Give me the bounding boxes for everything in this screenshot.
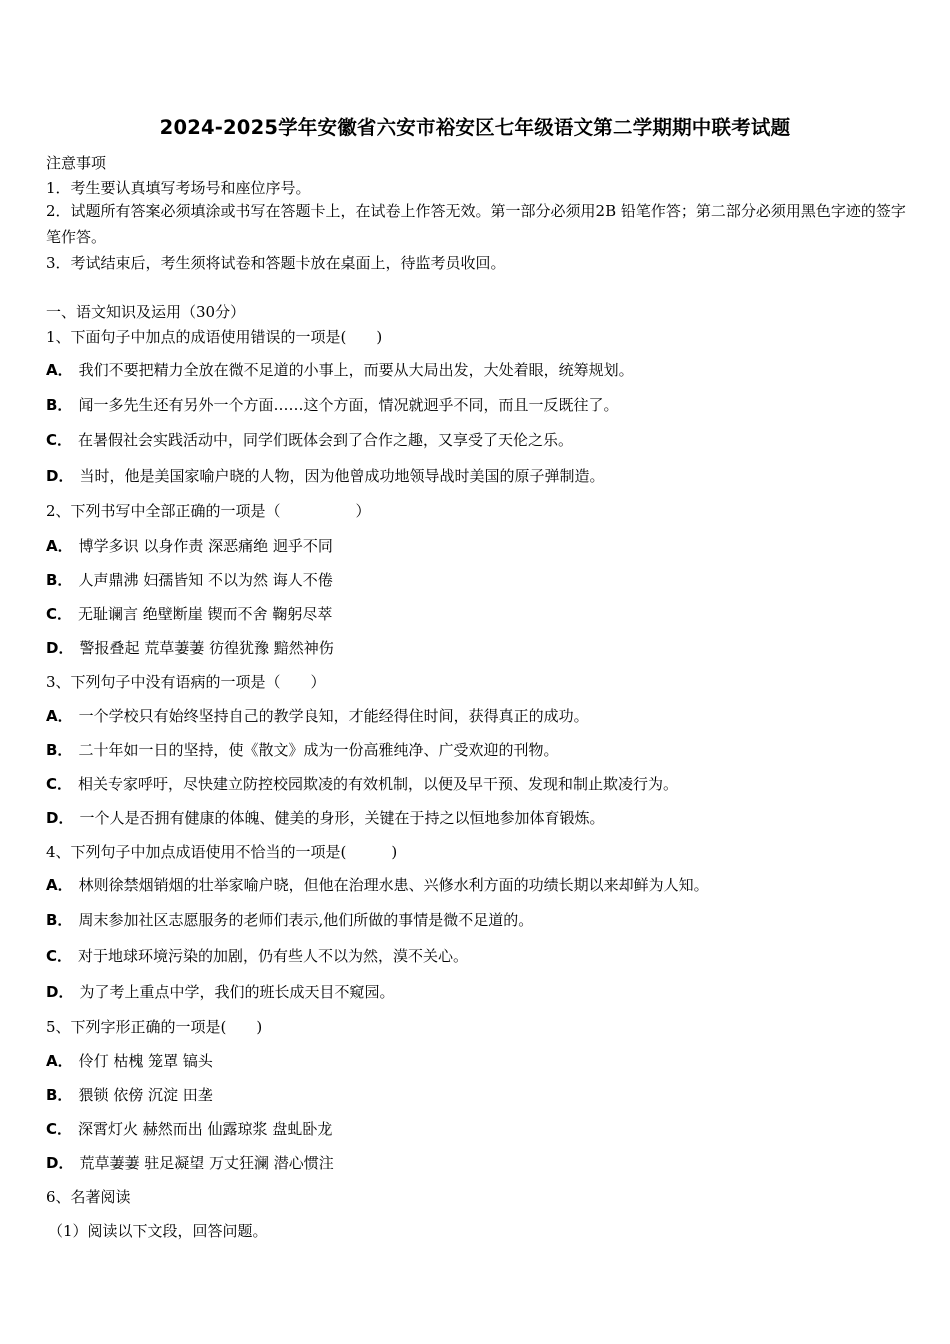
page-title: 2024-2025学年安徽省六安市裕安区七年级语文第二学期期中联考试题 xyxy=(159,116,791,139)
option-label: B． xyxy=(46,571,73,589)
option-text: 无耻谰言 绝壁断崖 锲而不舍 鞠躬尽萃 xyxy=(78,605,333,623)
option-text: 猥锁 依傍 沉淀 田垄 xyxy=(78,1086,213,1104)
notice-item: 2．试题所有答案必须填涂或书写在答题卡上，在试卷上作答无效。第一部分必须用2B 铅笔作答；第二部分必须用黑色字迹的签字笔作答。 xyxy=(46,202,906,246)
option-text: 闻一多先生还有另外一个方面……这个方面，情况就迥乎不同，而且一反既往了。 xyxy=(78,396,619,414)
question-stem: 4、下列句子中加点成语使用不恰当的一项是( ) xyxy=(46,843,398,861)
section-heading: 一、语文知识及运用（30分） xyxy=(46,303,246,321)
option-c xyxy=(46,429,573,450)
option-label: C． xyxy=(46,775,73,793)
question-stem: 6、名著阅读 xyxy=(46,1188,131,1206)
option-c xyxy=(46,1118,332,1139)
option-text: 博学多识 以身作责 深恶痛绝 迥乎不同 xyxy=(78,537,333,555)
notice-heading: 注意事项 xyxy=(46,154,107,172)
question-stem: 3、下列句子中没有语病的一项是（ ） xyxy=(46,673,326,691)
option-text: 荒草萋萋 驻足凝望 万丈狂澜 潜心惯注 xyxy=(79,1154,334,1172)
option-text: 对于地球环境污染的加剧，仍有些人不以为然，漠不关心。 xyxy=(78,947,469,965)
option-label: D． xyxy=(46,639,74,657)
option-label: C． xyxy=(46,605,73,623)
option-text: 二十年如一日的坚持，使《散文》成为一份高雅纯净、广受欢迎的刊物。 xyxy=(78,741,559,759)
option-text: 我们不要把精力全放在微不足道的小事上，而要从大局出发，大处着眼，统筹规划。 xyxy=(78,361,634,379)
sub-question: （1）阅读以下文段，回答问题。 xyxy=(48,1222,268,1240)
option-a xyxy=(46,535,333,556)
notice-item: 1．考生要认真填写考场号和座位序号。 xyxy=(46,179,311,197)
option-text: 周末参加社区志愿服务的老师们表示,他们所做的事情是微不足道的。 xyxy=(78,911,534,929)
option-b xyxy=(46,1084,213,1105)
option-text: 警报叠起 荒草萋萋 彷徨犹豫 黯然神伤 xyxy=(79,639,334,657)
option-d xyxy=(46,1152,334,1173)
option-label: A． xyxy=(46,707,73,725)
option-text: 深霄灯火 赫然而出 仙露琼浆 盘虬卧龙 xyxy=(78,1120,333,1138)
option-label: B． xyxy=(46,1086,73,1104)
option-label: B． xyxy=(46,741,73,759)
option-a xyxy=(46,1050,213,1071)
option-text: 伶仃 枯槐 笼罩 镐头 xyxy=(78,1052,213,1070)
question-stem: 2、下列书写中全部正确的一项是（ ） xyxy=(46,502,371,520)
option-label: D． xyxy=(46,467,74,485)
option-d xyxy=(46,637,334,658)
option-a xyxy=(46,705,589,726)
option-text: 林则徐禁烟销烟的壮举家喻户晓，但他在治理水患、兴修水利方面的功绩长期以来却鲜为人知。 xyxy=(78,876,709,894)
option-label: C． xyxy=(46,947,73,965)
option-label: A． xyxy=(46,876,73,894)
option-label: A． xyxy=(46,361,73,379)
option-label: D． xyxy=(46,1154,74,1172)
option-text: 一个学校只有始终坚持自己的教学良知，才能经得住时间，获得真正的成功。 xyxy=(78,707,589,725)
option-label: A． xyxy=(46,1052,73,1070)
option-text: 人声鼎沸 妇孺皆知 不以为然 诲人不倦 xyxy=(78,571,333,589)
option-d xyxy=(46,981,394,1002)
question-stem: 5、下列字形正确的一项是( ) xyxy=(46,1018,263,1036)
option-b xyxy=(46,569,333,590)
option-label: B． xyxy=(46,911,73,929)
option-d xyxy=(46,465,604,486)
option-b xyxy=(46,739,558,760)
question-stem: 1、下面句子中加点的成语使用错误的一项是( ) xyxy=(46,328,383,346)
option-c xyxy=(46,945,468,966)
notice-item: 3．考试结束后，考生须将试卷和答题卡放在桌面上，待监考员收回。 xyxy=(46,254,506,272)
option-label: B． xyxy=(46,396,73,414)
option-text: 当时，他是美国家喻户晓的人物，因为他曾成功地领导战时美国的原子弹制造。 xyxy=(79,467,605,485)
option-d xyxy=(46,807,604,828)
option-c xyxy=(46,603,332,624)
option-a xyxy=(46,874,709,895)
option-label: D． xyxy=(46,809,74,827)
option-text: 相关专家呼吁，尽快建立防控校园欺凌的有效机制，以便及早干预、发现和制止欺凌行为。 xyxy=(78,775,679,793)
option-label: C． xyxy=(46,431,73,449)
option-b xyxy=(46,394,618,415)
option-label: A． xyxy=(46,537,73,555)
option-b xyxy=(46,909,533,930)
option-a xyxy=(46,359,634,380)
option-text: 一个人是否拥有健康的体魄、健美的身形，关键在于持之以恒地参加体育锻炼。 xyxy=(79,809,605,827)
option-label: D． xyxy=(46,983,74,1001)
option-c xyxy=(46,773,678,794)
option-text: 为了考上重点中学，我们的班长成天目不窥园。 xyxy=(79,983,395,1001)
option-text: 在暑假社会实践活动中，同学们既体会到了合作之趣，又享受了天伦之乐。 xyxy=(78,431,574,449)
option-label: C． xyxy=(46,1120,73,1138)
